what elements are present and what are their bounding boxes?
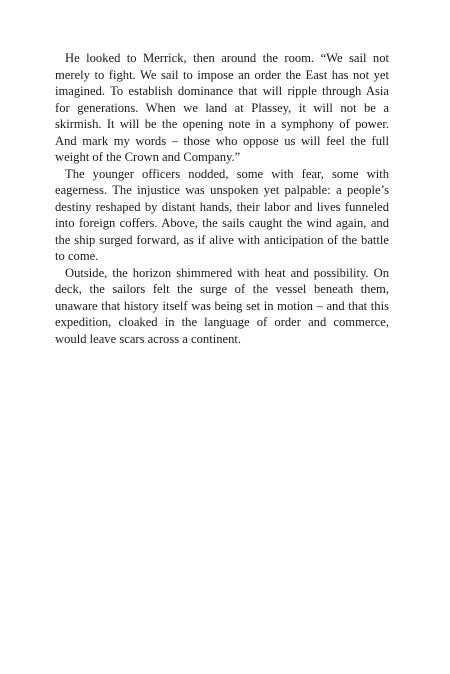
paragraph-horizon: Outside, the horizon shimmered with heat and possibility. On deck, the sailors felt the surge of the vessel beneath them, unaware that history itself was being set in motion – and that this expedition, cloaked in the language of order and commerce, would leave scars across a continent. — [55, 265, 389, 346]
paragraph-speech: He looked to Merrick, then around the room. “We sail not merely to fight. We sail to impose an order the East has not yet imagined. To establish dominance that will ripple through Asia for generations. When we land at Plassey, it will not be a skirmish. It will be the opening note in a symphony of power. And mark my words – those who oppose us will feel the full weight of the Crown and Company.” — [55, 51, 389, 164]
paragraph-officers: The younger officers nodded, some with fear, some with eagerness. The injustice was unspoken yet palpable: a people’s destiny reshaped by distant hands, their labor and lives funneled into foreign coffers. Above, the sails caught the wind again, and the ship surged forward, as if alive with anticipation of the battle to come. — [55, 166, 389, 263]
page-body — [55, 50, 389, 347]
